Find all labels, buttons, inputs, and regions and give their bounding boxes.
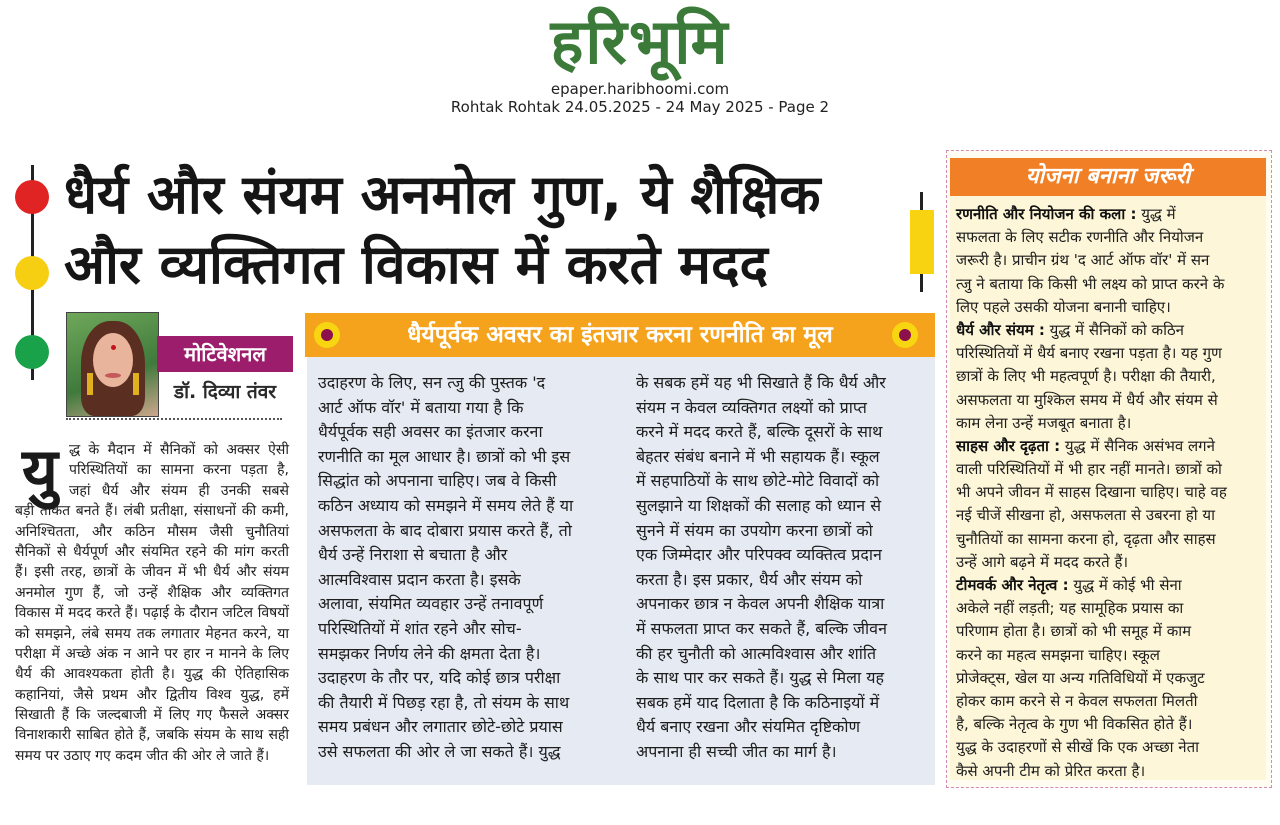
text-line: सिद्धांत को अपनाना चाहिए। जब वे किसी — [318, 471, 557, 491]
newspaper-logo: हरिभूमि — [550, 5, 730, 78]
text-line: अनिश्चितता, और कठिन मौसम जैसी चुनौतियां — [15, 523, 289, 540]
epaper-url: epaper.haribhoomi.com — [550, 80, 730, 98]
text-line — [956, 435, 1262, 458]
headline — [64, 160, 904, 300]
text-line: सिखाती हैं कि जल्दबाजी में लिए गए फैसले अक्सर — [15, 707, 289, 724]
text-line: सफलता के लिए सटीक रणनीति और नियोजन — [956, 228, 1204, 247]
text-line: के सबक हमें यह भी सिखाते हैं कि धैर्य और — [636, 373, 886, 392]
section-label: साहस और दृढ़ता : — [956, 436, 1061, 455]
text-line: असफलता या मुश्किल समय में धैर्य और संयम से — [956, 390, 1218, 409]
text-line: सुनने में संयम का उपयोग करना छात्रों को — [636, 520, 873, 540]
text-line: चुनौतियों का सामना करना हो, दृढ़ता और साहस — [956, 529, 1216, 548]
text-line: की हर चुनौती को आत्मविश्वास और शांति — [636, 643, 877, 663]
text-line: त्जु ने बताया कि किसी भी लक्ष्य को प्राप्त करने के — [956, 274, 1225, 293]
text-line: प्रोजेक्ट्स, खेल या अन्य गतिविधियों में एकजुट — [956, 668, 1205, 687]
text-line: धैर्य की आवश्यकता होती है। युद्ध की ऐतिहासिक — [15, 666, 289, 683]
edition-dateline: Rohtak Rohtak 24.05.2025 - 24 May 2025 - Page 2 — [450, 98, 830, 116]
headline-line-1: धैर्य और संयम अनमोल गुण, ये शैक्षिक — [64, 163, 821, 226]
bullet-circle-icon — [892, 322, 918, 348]
subheading: धैर्यपूर्वक अवसर का इंतजार करना रणनीति का मूल — [407, 322, 833, 348]
text-line: संयम न केवल व्यक्तिगत लक्ष्यों को प्राप्त — [636, 397, 867, 417]
text-line: परिस्थितियों का सामना करना पड़ता है, — [69, 462, 289, 479]
middle-column-2 — [636, 371, 926, 765]
left-article-column — [15, 434, 289, 766]
text-line: सबक हमें याद दिलाता है कि कठिनाइयों में — [636, 692, 880, 712]
text-line: हैं। इसी तरह, छात्रों के जीवन में भी धैर्य और संयम — [15, 564, 289, 581]
yellow-accent-bar — [910, 210, 934, 274]
yellow-light-icon — [15, 256, 49, 290]
text-line: सैनिकों से धैर्यपूर्ण और संयमित रहने की मांग करती — [15, 543, 289, 560]
divider — [66, 418, 282, 420]
text-line: की तैयारी में पिछड़ रहा है, तो संयम के साथ — [318, 692, 570, 712]
section-lead: युद्ध में कोई भी सेना — [1068, 576, 1182, 594]
text-line: वाली परिस्थितियों में भी हार नहीं मानते। छात्रों को — [956, 460, 1222, 479]
text-line: में सहपाठियों के साथ छोटे-मोटे विवादों को — [636, 471, 880, 491]
text-line: धैर्यपूर्वक सही अवसर का इंतजार करना — [318, 422, 543, 442]
text-line: करने में मदद करते हैं, बल्कि दूसरों के साथ — [636, 422, 883, 442]
text-line: उन्हें आगे बढ़ने में मदद करते हैं। — [956, 552, 1129, 571]
text-line: बेहतर संबंध बनाने में भी सहायक हैं। स्कूल — [636, 446, 880, 466]
text-line: परिस्थितियों में शांत रहने और सोच- — [318, 618, 522, 638]
text-line: छात्रों के लिए भी महत्वपूर्ण है। परीक्षा की तैयारी, — [956, 367, 1216, 386]
photo-earring — [133, 373, 139, 395]
text-line: एक जिम्मेदार और परिपक्व व्यक्तित्व प्रदान — [636, 545, 882, 565]
text-line: विकास में मदद करते हैं। पढ़ाई के दौरान जटिल विषयों — [15, 605, 289, 622]
text-line — [956, 319, 1262, 342]
drop-cap: यु — [22, 434, 58, 507]
text-line: अनमोल गुण हैं, जो उन्हें शैक्षिक और व्यक्तिगत — [15, 584, 289, 601]
text-line: अकेले नहीं लड़ती; यह सामूहिक प्रयास का — [956, 599, 1184, 618]
text-line: अलावा, संयमित व्यवहार उन्हें तनावपूर्ण — [318, 594, 544, 614]
green-light-icon — [15, 335, 49, 369]
text-line: भी अपने जीवन में साहस दिखाना चाहिए। चाहे वह — [956, 483, 1227, 502]
text-line: है, बल्कि नेतृत्व के गुण भी विकसित होते हैं। — [956, 715, 1193, 734]
text-line: अपनाकर छात्र न केवल अपनी शैक्षिक यात्रा — [636, 594, 885, 614]
author-photo — [66, 312, 159, 417]
text-line: जरूरी है। प्राचीन ग्रंथ 'द आर्ट ऑफ वॉर' में सन — [956, 251, 1210, 270]
text-line: समय प्रबंधन और लगातार छोटे-छोटे प्रयास — [318, 717, 563, 737]
text-line: के साथ पार कर सकते हैं। युद्ध से मिला यह — [636, 668, 884, 688]
text-line: परिस्थितियों में धैर्य बनाए रखना पड़ता है। यह गुण — [956, 344, 1222, 363]
category-tag: मोटिवेशनल — [157, 336, 293, 372]
red-light-icon — [15, 180, 49, 214]
sidebar-title: योजना बनाना जरूरी — [950, 158, 1266, 196]
text-line: उदाहरण के लिए, सन त्जु की पुस्तक 'द — [318, 373, 546, 392]
text-line: करता है। इस प्रकार, धैर्य और संयम को — [636, 569, 863, 589]
text-line: आर्ट ऑफ वॉर' में बताया गया है कि — [318, 397, 524, 417]
author-name: डॉ. दिव्या तंवर — [173, 381, 277, 403]
text-line: द्ध के मैदान में सैनिकों को अक्सर ऐसी — [69, 442, 289, 458]
text-line: धैर्य बनाए रखना और संयमित दृष्टिकोण — [636, 717, 861, 737]
text-line: उदाहरण के तौर पर, यदि कोई छात्र परीक्षा — [318, 668, 561, 688]
section-lead: युद्ध में सैनिकों को कठिन — [1044, 320, 1184, 339]
text-line — [956, 574, 1262, 597]
text-line: परीक्षा में अच्छे अंक न आने पर हार न मानने के लिए — [15, 645, 289, 662]
text-line: को समझने, लंबे समय तक लगातार मेहनत करने, या — [15, 625, 289, 642]
text-line: रणनीति का मूल आधार है। छात्रों को भी इस — [318, 446, 571, 466]
text-line: समझकर निर्णय लेने की क्षमता देता है। — [318, 643, 541, 663]
text-line: बड़ी ताकत बनते हैं। लंबी प्रतीक्षा, संसाधनों की कमी, — [15, 503, 289, 520]
photo-face — [93, 333, 133, 387]
text-line: कैसे अपनी टीम को प्रेरित करता है। — [956, 761, 1146, 780]
text-line: विनाशकारी साबित होते हैं, जबकि संयम के साथ सही — [15, 727, 289, 744]
section-label: टीमवर्क और नेतृत्व : — [956, 576, 1069, 594]
photo-earring — [87, 373, 93, 395]
text-line: कहानियां, जैसे प्रथम और द्वितीय विश्व युद्ध, हमें — [15, 686, 289, 703]
text-line: आत्मविश्वास प्रदान करता है। इसके — [318, 569, 521, 589]
text-line: युद्ध के उदाहरणों से सीखें कि एक अच्छा नेता — [956, 738, 1200, 757]
section-label: रणनीति और नियोजन की कला : — [956, 205, 1137, 223]
text-line: असफलता के बाद दोबारा प्रयास करते हैं, तो — [318, 520, 572, 540]
text-line — [956, 203, 1262, 226]
text-line: कठिन अध्याय को समझने में समय लेते हैं या — [318, 495, 574, 515]
text-line: काम लेना उन्हें मजबूत बनाता है। — [956, 413, 1132, 432]
photo-bindi — [111, 345, 116, 350]
sidebar-text — [956, 203, 1262, 783]
text-line: धैर्य उन्हें निराशा से बचाता है और — [318, 545, 508, 565]
bullet-circle-icon — [314, 322, 340, 348]
text-line: समय पर उठाए गए कदम जीत की ओर ले जाते हैं। — [15, 747, 270, 764]
text-line: होकर काम करने से न केवल सफलता मिलती — [956, 691, 1198, 710]
headline-line-2: और व्यक्तिगत विकास में करते मदद — [64, 233, 769, 296]
text-line: नई चीजें सीखना हो, असफलता से उबरना हो या — [956, 506, 1215, 525]
text-line: उसे सफलता की ओर ले जा सकते हैं। युद्ध — [318, 741, 561, 761]
text-line: करने का महत्व समझना चाहिए। स्कूल — [956, 645, 1160, 664]
middle-column-1 — [318, 371, 610, 765]
text-line: जहां धैर्य और संयम ही उनकी सबसे — [69, 482, 289, 499]
text-line: लिए पहले उसकी योजना बनानी चाहिए। — [956, 297, 1171, 316]
section-lead: युद्ध में — [1136, 205, 1176, 223]
text-line: अपनाना ही सच्ची जीत का मार्ग है। — [636, 741, 837, 761]
section-label: धैर्य और संयम : — [956, 320, 1045, 339]
text-line: में सफलता प्राप्त कर सकते हैं, बल्कि जीवन — [636, 618, 887, 638]
text-line: परिणाम होता है। छात्रों को भी समूह में काम — [956, 622, 1192, 641]
text-line: सुलझाने या शिक्षकों की सलाह को ध्यान से — [636, 495, 882, 515]
photo-lips — [105, 373, 121, 378]
section-lead: युद्ध में सैनिक असंभव लगने — [1060, 436, 1215, 455]
